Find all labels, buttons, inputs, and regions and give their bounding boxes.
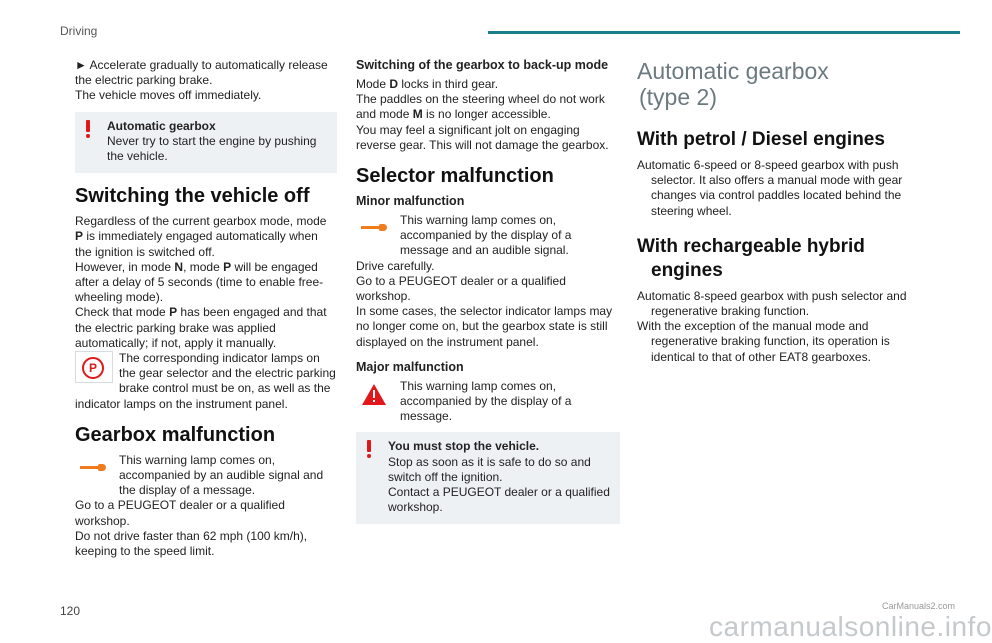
paragraph: Go to a PEUGEOT dealer or a qualified workshop.: [356, 273, 566, 304]
heading-major-malfunction: Major malfunction: [356, 359, 464, 374]
paragraph: The paddles on the steering wheel do not work: [356, 92, 605, 107]
paragraph: The corresponding indicator lamps on the gear selector and the electric parking brake control must be on, as well as the indicator lamps on the instrument panel.: [75, 351, 336, 411]
heading-backup-mode: Switching of the gearbox to back-up mode: [356, 58, 609, 72]
section-title: Automatic gearbox (type 2): [637, 58, 829, 110]
wrench-icon: [75, 453, 113, 485]
warning-triangle-icon: [356, 379, 394, 411]
heading-selector-malfunction: Selector malfunction: [356, 165, 554, 188]
heading-petrol-diesel: With petrol / Diesel engines: [637, 129, 885, 150]
note-body: Stop as soon as it is safe to do so and switch off the ignition.: [388, 454, 591, 484]
heading-switching-off: Switching the vehicle off: [75, 185, 310, 208]
paragraph: Regardless of the current gearbox mode, mode P is immediately engaged automatically when the ignition is switched off.: [75, 214, 327, 259]
warning-note-automatic-gearbox: [75, 112, 337, 174]
paragraph: Check that mode P has been engaged and that the electric parking brake was applied automatically; if not, apply it manually.: [75, 305, 327, 350]
note-title: Automatic gearbox: [107, 118, 216, 133]
paragraph: This warning lamp comes on, accompanied by the display of a message and an audible signal.: [400, 213, 572, 258]
heading-hybrid: With rechargeable hybrid engines: [637, 235, 865, 281]
note-body: Never try to start the engine by pushing the vehicle.: [107, 133, 317, 164]
paragraph: Go to a PEUGEOT dealer or a qualified workshop.: [75, 498, 285, 528]
wrench-icon: [356, 213, 394, 245]
exclamation-icon: [85, 120, 91, 138]
paragraph: Mode D locks in third gear.: [356, 77, 499, 91]
heading-gearbox-malfunction: Gearbox malfunction: [75, 423, 276, 446]
paragraph: This warning lamp comes on, accompanied by an audible signal and the display of a message.: [119, 452, 324, 498]
paragraph: With the exception of the manual mode and regenerative braking function, its operation is identical to that of other EAT8 gearboxes.: [637, 319, 890, 364]
paragraph: You may feel a significant jolt on engaging reverse gear. This will not damage the gearbox.: [356, 122, 609, 152]
running-header: Driving: [60, 24, 98, 38]
watermark-small: CarManuals2.com: [882, 601, 956, 611]
paragraph: In some cases, the selector indicator lamps may no longer come on, but the gearbox state is still displayed on the instrument panel.: [356, 304, 613, 349]
paragraph: Drive carefully.: [356, 258, 435, 273]
column-3: [637, 58, 907, 365]
paragraph: Do not drive faster than 62 mph (100 km/h), keeping to the speed limit.: [75, 528, 308, 559]
watermark: carmanualsonline.info: [709, 611, 992, 642]
paragraph: However, in mode N, mode P will be engaged after a delay of 5 seconds (time to enable free-wheeling mode).: [75, 259, 324, 305]
warning-note-stop-vehicle: [356, 432, 620, 524]
column-2: [356, 58, 620, 534]
parking-brake-warning-icon: P: [75, 351, 113, 383]
intro-line: The vehicle moves off immediately.: [75, 88, 262, 103]
heading-minor-malfunction: Minor malfunction: [356, 194, 465, 209]
exclamation-icon: [366, 440, 372, 458]
intro-bullet: ► Accelerate gradually to automatically release the electric parking brake.: [75, 58, 328, 88]
paragraph: Automatic 8-speed gearbox with push selector and regenerative braking function.: [637, 288, 907, 319]
note-title: You must stop the vehicle.: [388, 439, 540, 454]
paragraph: This warning lamp comes on, accompanied by the display of a message.: [400, 378, 572, 424]
page-number: 120: [60, 604, 81, 618]
column-1: [75, 58, 337, 559]
header-accent-bar: [488, 31, 960, 34]
paragraph: and mode M is no longer accessible.: [356, 107, 551, 122]
paragraph: Automatic 6-speed or 8-speed gearbox with push selector. It also offers a manual mode with gear changes via control paddles located behind the steering wheel.: [637, 158, 903, 218]
note-body: Contact a PEUGEOT dealer or a qualified workshop.: [388, 485, 610, 515]
